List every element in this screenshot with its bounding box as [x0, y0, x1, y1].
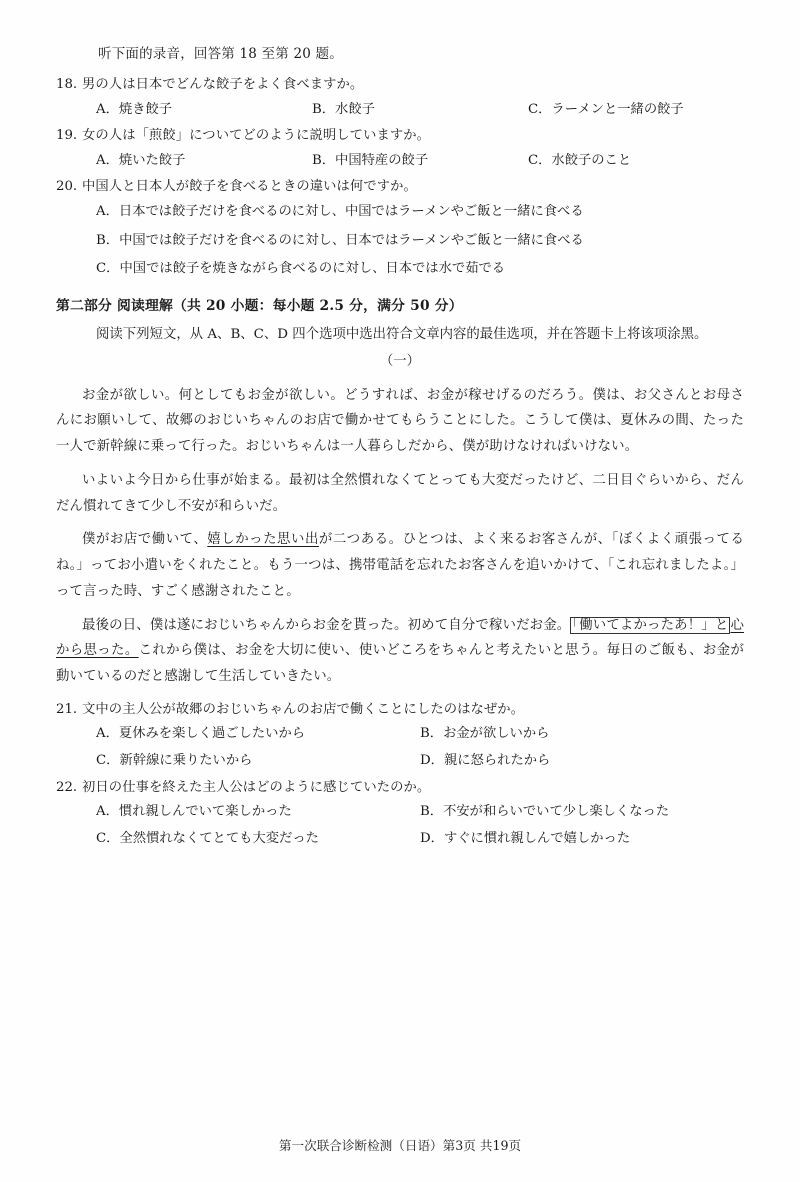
passage-label: （一） — [379, 353, 421, 369]
passage-text: これから僕は、お金を大切に使い、使いどころをちゃんと考えたいと思う。毎日のご飯も、お金が動いているのだと感謝して生活していきたい。 — [56, 643, 744, 685]
option-label: B． — [311, 101, 336, 117]
option-text: すぐに慣れ親しんで嬉しかった — [443, 830, 631, 846]
option-b[interactable] — [312, 100, 528, 121]
reading-instruction: 阅读下列短文，从 A、B、C、D 四个选项中选出符合文章内容的最佳选项，并在答题卡上将该项涂黑。 — [96, 327, 708, 343]
option-c[interactable] — [96, 751, 420, 772]
option-text: 中国では餃子だけを食べるのに対し、日本ではラーメンやご飯と一緒に食べる — [119, 232, 584, 248]
question-stem: 女の人は「煎餃」についてどのように説明していますか。 — [82, 128, 431, 144]
underlined-phrase-1: 嬉しかった思い出 — [207, 532, 319, 548]
option-label: A． — [96, 152, 119, 168]
option-b[interactable] — [96, 231, 744, 252]
option-label: C． — [96, 830, 120, 846]
option-d[interactable] — [420, 751, 744, 772]
passage-paragraph-2: いよいよ今日から仕事が始まる。最初は全然慣れなくてとっても大変だったけど、二日目ぐらいから、だんだん慣れてきて少し不安が和らいだ。 — [56, 472, 744, 514]
section-title: 第二部分 阅读理解（共 20 小题：每小题 2.5 分，满分 50 分） — [56, 297, 463, 314]
option-text: 焼いた餃子 — [118, 152, 186, 168]
option-b[interactable] — [420, 802, 744, 823]
option-label: D． — [420, 753, 444, 768]
option-label: C． — [96, 261, 120, 277]
option-c[interactable] — [528, 151, 744, 172]
options-19 — [56, 151, 744, 172]
option-label: A． — [96, 101, 119, 117]
option-a[interactable] — [96, 202, 744, 223]
question-18 — [56, 75, 744, 96]
option-text: 全然慣れなくてとても大変だった — [119, 830, 319, 846]
question-number: 19. — [56, 128, 78, 144]
question-stem: 初日の仕事を終えた主人公はどのように感じていたのか。 — [82, 779, 431, 795]
option-c[interactable] — [528, 100, 744, 121]
options-20 — [56, 202, 744, 280]
question-number: 21. — [56, 701, 78, 717]
question-stem: 中国人と日本人が餃子を食べるときの違いは何ですか。 — [82, 179, 417, 195]
question-number: 20. — [56, 179, 78, 195]
page-footer: 第一次联合诊断检测（日语）第3页 共19页 — [278, 1138, 522, 1154]
option-text: お金が欲しいから — [443, 726, 550, 742]
option-text: 中国特産の餃子 — [335, 152, 429, 168]
option-text: 慣れ親しんでいて楽しかった — [118, 804, 292, 820]
option-a[interactable] — [96, 151, 312, 172]
option-a[interactable] — [96, 724, 420, 745]
option-label: B． — [96, 232, 120, 248]
question-19 — [56, 126, 744, 147]
question-stem: 男の人は日本でどんな餃子をよく食べますか。 — [82, 76, 364, 92]
passage-text: 最後の日、僕は遂におじいちゃんからお金を貰った。初めて自分で稼いだお金。 — [82, 617, 571, 633]
option-text: 新幹線に乗りたいから — [119, 753, 253, 768]
passage-paragraph-4 — [56, 613, 744, 690]
option-c[interactable] — [96, 829, 420, 850]
options-22-row2 — [56, 829, 744, 850]
passage-text: が二つある。ひとつは、よく来るお客さんが、「ぼくよく頑張ってるね。」ってお小遣いをくれたこと。もう一つは、携帯電話を忘れたお客さんを追いかけて、「これ忘れましたよ。」って言った時、すごく感謝されたこと。 — [56, 532, 744, 599]
option-label: C． — [96, 753, 120, 768]
option-label: A． — [96, 726, 119, 742]
question-number: 18. — [56, 76, 78, 92]
option-label: A． — [96, 804, 119, 820]
option-text: 日本では餃子だけを食べるのに対し、中国ではラーメンやご飯と一緒に食べる — [118, 203, 584, 219]
passage-paragraph-3 — [56, 527, 744, 604]
option-text: 中国では餃子を焼きながら食べるのに対し、日本では水で茹でる — [119, 261, 506, 277]
question-21 — [56, 700, 744, 721]
option-text: 不安が和らいでいて少し楽しくなった — [443, 804, 670, 820]
option-b[interactable] — [420, 724, 744, 745]
option-text: 水餃子 — [335, 101, 375, 117]
option-c[interactable] — [96, 259, 744, 280]
option-label: C． — [527, 152, 552, 168]
boxed-phrase: 「働いてよかったあ！」と — [572, 617, 729, 633]
option-text: ラーメンと一緒の餃子 — [551, 101, 684, 117]
option-a[interactable] — [96, 100, 312, 121]
question-stem: 文中の主人公が故郷のおじいちゃんのお店で働くことにしたのはなぜか。 — [82, 701, 525, 717]
option-text: 夏休みを楽しく過ごしたいから — [118, 726, 306, 742]
option-b[interactable] — [312, 151, 528, 172]
options-22-row1 — [56, 802, 744, 823]
question-20 — [56, 177, 744, 198]
option-text: 焼き餃子 — [118, 101, 173, 117]
options-21-row2 — [56, 751, 744, 772]
options-18 — [56, 100, 744, 121]
option-a[interactable] — [96, 802, 420, 823]
option-label: C． — [527, 101, 552, 117]
option-label: B． — [420, 726, 444, 742]
listening-instruction: 听下面的录音，回答第 18 至第 20 题。 — [98, 46, 343, 62]
option-label: D． — [420, 830, 444, 846]
passage-paragraph-1: お金が欲しい。何としてもお金が欲しい。どうすれば、お金が稼せげるのだろう。僕は、お父さんとお母さんにお願いして、故郷のおじいちゃんのお店で働かせてもらうことにした。こうして僕は、夏休みの間、たった一人で新幹線に乗って行った。おじいちゃんは一人暮らしだから、僕が助けなければいけない。 — [56, 387, 744, 455]
question-22 — [56, 778, 744, 799]
underlined-phrase-2: 心から思った。 — [56, 617, 744, 659]
option-label: A． — [96, 203, 119, 219]
option-text: 水餃子のこと — [551, 152, 632, 168]
option-label: B． — [311, 152, 336, 168]
option-d[interactable] — [420, 829, 744, 850]
options-21-row1 — [56, 724, 744, 745]
option-text: 親に怒られたから — [443, 753, 551, 768]
question-number: 22. — [56, 779, 78, 795]
option-label: B． — [420, 804, 444, 820]
passage-text: 僕がお店で働いて、 — [82, 532, 208, 548]
